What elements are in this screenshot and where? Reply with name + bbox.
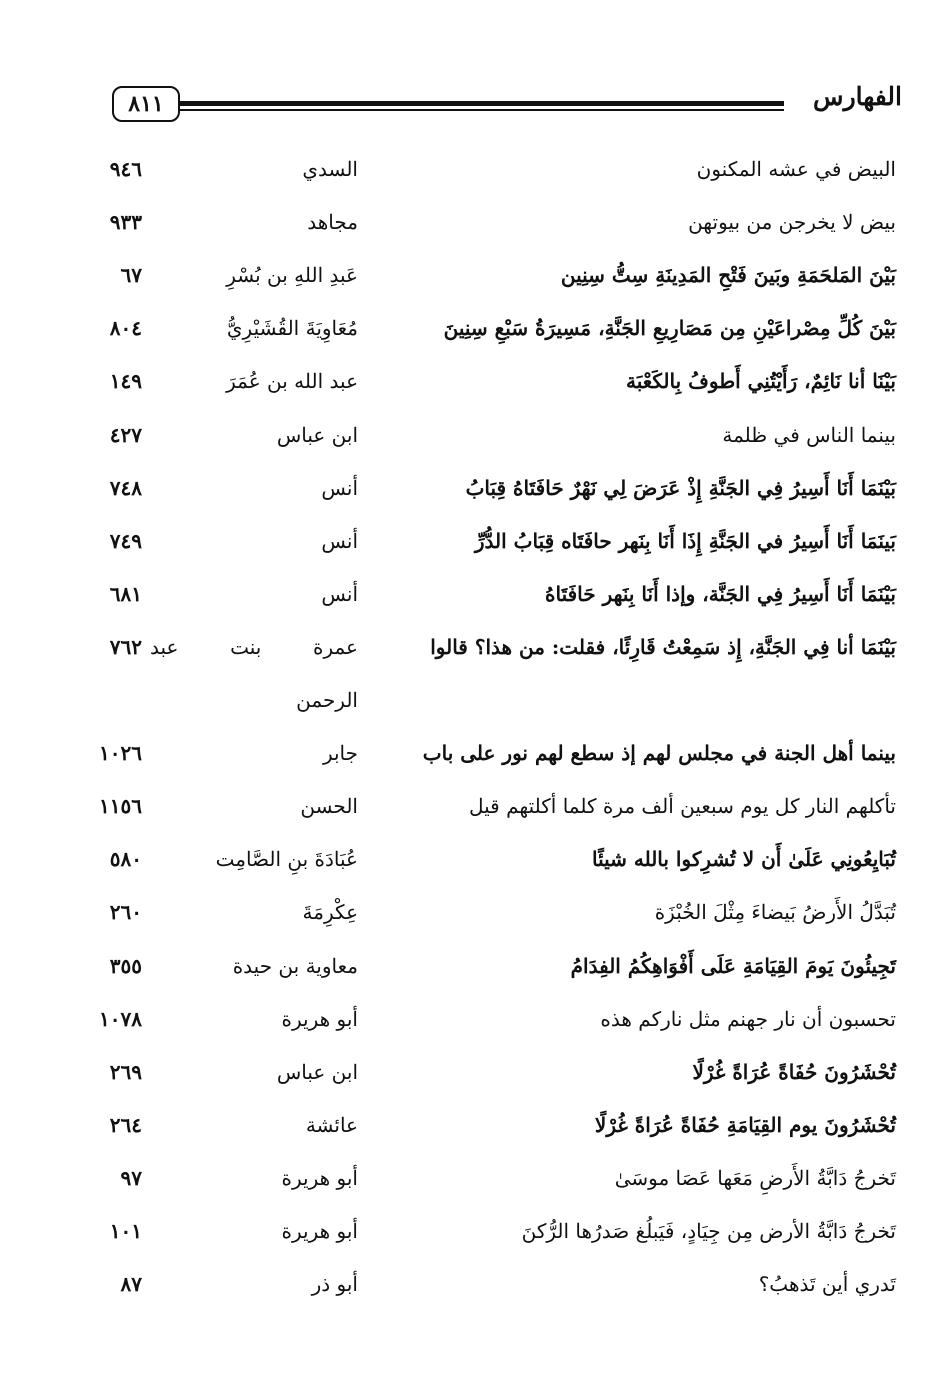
page-reference: ١٠٢٦ — [99, 741, 142, 766]
narrator-name: مجاهد — [307, 210, 358, 235]
narrator-name: أنس — [321, 581, 358, 606]
hadith-text: بَيْنَا أنا نَائِمٌ، رَأَيْتُنِي أَطوفُ بِالكَعْبَة — [625, 369, 896, 394]
hadith-text: تَجِيئُونَ يَومَ القِيَامَةِ عَلَى أَفْوَاهِكُمُ الفِدَامُ — [570, 953, 896, 978]
table-row — [0, 679, 952, 723]
narrator-name: عمرة بنت عبد — [150, 634, 358, 659]
narrator-name: الحسن — [300, 794, 358, 819]
hadith-text: بينما أهل الجنة في مجلس لهم إذ سطع لهم نور على باب — [422, 741, 896, 766]
table-row — [0, 891, 952, 935]
page-reference: ٦٨١ — [109, 581, 142, 606]
table-row — [0, 307, 952, 351]
narrator-name: عَبدِ اللهِ بن بُسْرِ — [226, 263, 358, 288]
header-rule — [180, 101, 784, 106]
hadith-text: بَيْنَمَا أَنَا أَسِيرُ فِي الجَنَّةِ إِذْ عَرَضَ لِي نَهْرٌ حَافَتَاهُ قِبَابُ — [465, 475, 896, 500]
hadith-text: بَيْنَ كُلِّ مِصْراعَيْنِ مِن مَصَارِيعِ الجَنَّةِ، مَسِيرَةُ سَبْعِ سِنِينَ — [443, 316, 896, 341]
page-reference: ٩٤٦ — [109, 157, 142, 181]
narrator-name: الرحمن — [296, 688, 358, 712]
table-row — [0, 785, 952, 829]
running-title: الفهارس — [813, 82, 902, 111]
table-row — [0, 998, 952, 1042]
narrator-name: أبو ذر — [311, 1272, 358, 1297]
table-row — [0, 360, 952, 404]
hadith-text: تَدري أين تَذهبُ؟ — [758, 1272, 896, 1297]
narrator-name: مُعَاوِيَةَ القُشَيْرِيُّ — [226, 316, 358, 341]
page-reference: ٤٢٧ — [109, 422, 142, 447]
page-reference: ٣٥٥ — [109, 953, 142, 978]
narrator-name: معاوية بن حيدة — [232, 953, 358, 978]
narrator-name: أبو هريرة — [281, 1165, 358, 1190]
page-reference: ١٠١ — [109, 1219, 142, 1243]
table-row — [0, 1210, 952, 1254]
narrator-name: جابر — [322, 741, 358, 766]
header-rule-thin — [180, 109, 784, 111]
hadith-text: البيض في عشه المكنون — [696, 157, 896, 181]
hadith-text: تُحْشَرُونَ حُفَاةً عُرَاةً غُرْلًا — [692, 1059, 896, 1084]
table-row — [0, 414, 952, 458]
page-reference: ٢٦٠ — [109, 900, 142, 925]
page-reference: ١١٥٦ — [99, 794, 142, 819]
hadith-text: تَخرجُ دَابَّةُ الأرض مِن جِيَادٍ، فَيَبلُغ صَدرُها الرُّكنَ — [521, 1219, 896, 1243]
narrator-name: أنس — [321, 475, 358, 500]
hadith-text: تُبَدَّلُ الأَرضُ بَيضاءَ مِثْلَ الخُبْزَة — [654, 900, 896, 925]
hadith-text: تُحْشَرُونَ يوم القِيَامَةِ حُفَاةً عُرَاةً غُرْلًا — [594, 1112, 896, 1137]
table-row — [0, 732, 952, 776]
hadith-text: بينما الناس في ظلمة — [722, 422, 896, 447]
table-row — [0, 1263, 952, 1307]
hadith-text: بَيْنَ المَلحَمَةِ وبَينَ فَتْحِ المَدِينَةِ سِتُّ سِنِين — [560, 263, 896, 288]
table-row — [0, 201, 952, 245]
hadith-text: تحسبون أن نار جهنم مثل ناركم هذه — [600, 1006, 896, 1031]
narrator-name: السدي — [302, 157, 358, 181]
page-reference: ٨٧ — [120, 1272, 142, 1297]
table-row — [0, 838, 952, 882]
table-row — [0, 1157, 952, 1201]
narrator-name: عبد الله بن عُمَرَ — [226, 369, 358, 394]
table-row — [0, 945, 952, 989]
narrator-name: أنس — [321, 528, 358, 553]
table-row — [0, 520, 952, 564]
page-reference: ٧٤٨ — [109, 475, 142, 500]
table-row — [0, 467, 952, 511]
hadith-text: بَيْنَمَا أَنَا أَسِيرُ فِي الجَنَّة، وإذا أَنَا بِنَهر حَافَتَاهُ — [545, 581, 896, 606]
hadith-text: بَيْنَمَا أنا فِي الجَنَّةِ، إِذ سَمِعْتُ قَارِئًا، فقلت: من هذا؟ قالوا — [430, 634, 896, 659]
narrator-name: عِكْرِمَةَ — [302, 900, 358, 925]
page-reference: ١٤٩ — [109, 369, 142, 394]
narrator-name: أبو هريرة — [281, 1006, 358, 1031]
page-reference: ١٠٧٨ — [99, 1006, 142, 1031]
page-reference: ٩٧ — [120, 1165, 142, 1190]
page-reference: ٥٨٠ — [109, 847, 142, 872]
table-row — [0, 148, 952, 192]
table-row — [0, 254, 952, 298]
narrator-name: أبو هريرة — [281, 1219, 358, 1243]
page-reference: ٨٠٤ — [109, 316, 142, 341]
page-reference: ٦٧ — [120, 263, 142, 288]
page-reference: ٩٣٣ — [109, 210, 142, 235]
hadith-text: تَخرجُ دَابَّةُ الأَرضِ مَعَها عَصَا موسَىٰ — [614, 1165, 896, 1190]
page-header — [112, 80, 902, 132]
table-row — [0, 1104, 952, 1148]
page-reference: ٢٦٩ — [109, 1059, 142, 1084]
page-reference: ٧٦٢ — [109, 634, 142, 659]
narrator-name: ابن عباس — [276, 1059, 358, 1084]
table-row — [0, 1051, 952, 1095]
hadith-text: بيض لا يخرجن من بيوتهن — [688, 210, 896, 235]
hadith-text: تُبَايِعُونِي عَلَىٰ أَن لا تُشرِكوا بالله شيئًا — [591, 847, 896, 872]
narrator-name: ابن عباس — [276, 422, 358, 447]
table-row — [0, 626, 952, 670]
table-row — [0, 573, 952, 617]
page-number: ٨١١ — [112, 86, 180, 122]
narrator-name: عُبَادَةَ بنِ الصَّامِت — [215, 847, 358, 872]
page-reference: ٧٤٩ — [109, 528, 142, 553]
page-reference: ٢٦٤ — [109, 1112, 142, 1137]
hadith-text: بَينَمَا أَنَا أَسِيرُ في الجَنَّةِ إِذَا أَنَا بِنَهر حافَتَاه قِبَابُ الدُّرِّ — [474, 528, 896, 553]
hadith-text: تأكلهم النار كل يوم سبعين ألف مرة كلما أكلتهم قيل — [468, 794, 896, 819]
narrator-name: عائشة — [305, 1112, 358, 1137]
